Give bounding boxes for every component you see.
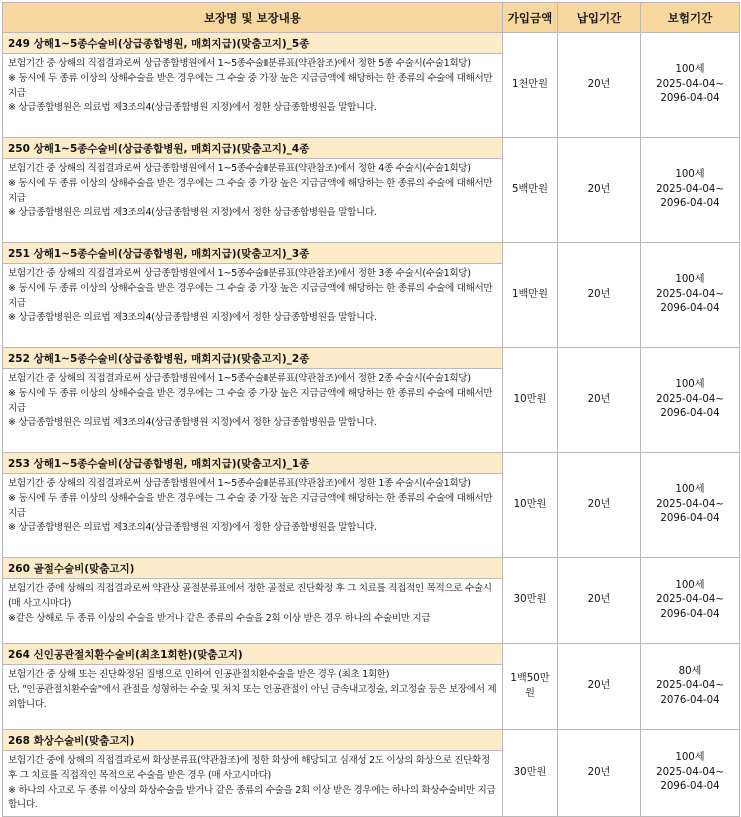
coverage-description [3, 751, 503, 817]
coverage-description [3, 665, 503, 730]
header-payment-period: 납입기간 [558, 3, 641, 33]
insurance-period-line: 2025-04-04~ [656, 393, 724, 405]
description-line: ※ 동시에 두 종류 이상의 상해수술을 받은 경우에는 그 수술 중 가장 높은 지급금액에 해당하는 한 종류의 수술에 대해서만 지급 [8, 177, 493, 204]
coverage-title: 251 상해1~5종수술비(상급종합병원, 매회지급)(맞춤고지)_3종 [3, 243, 503, 264]
description-line: ※같은 상해로 두 종류 이상의 수술을 받거나 같은 종류의 수술을 2회 이상 받은 경우 하나의 수술비만 지급 [8, 612, 431, 624]
insurance-period-line: 2096-04-04 [660, 93, 720, 105]
description-line: 보험기간 중 상해의 직접결과로써 상급종합병원에서 1~5종수술Ⅱ분류표(약관참조)에서 정한 2종 수술시(수술1회당) [8, 373, 471, 384]
coverage-insurance-period [641, 348, 740, 453]
coverage-insurance-period [641, 558, 740, 644]
insurance-period-line: 2025-04-04~ [656, 594, 724, 606]
insurance-period-line: 2025-04-04~ [656, 288, 724, 300]
coverage-insurance-period [641, 453, 740, 558]
coverage-payment-period: 20년 [558, 33, 641, 138]
description-line: ※ 하나의 사고로 두 종류 이상의 화상수술을 받거나 같은 종류의 수술을 2회 이상 받은 경우에는 하나의 화상수술비만 지급합니다. [8, 784, 496, 811]
coverage-payment-period: 20년 [558, 558, 641, 644]
table-header-row [3, 3, 740, 33]
coverage-title: 260 골절수술비(맞춤고지) [3, 558, 503, 579]
coverage-amount: 30만원 [503, 730, 558, 817]
description-line: ※ 동시에 두 종류 이상의 상해수술을 받은 경우에는 그 수술 중 가장 높은 지급금액에 해당하는 한 종류의 수술에 대해서만 지급 [8, 492, 493, 519]
coverage-description [3, 159, 503, 243]
coverage-title-row [3, 730, 740, 751]
coverage-table [2, 2, 740, 817]
coverage-title: 252 상해1~5종수술비(상급종합병원, 매회지급)(맞춤고지)_2종 [3, 348, 503, 369]
insurance-period-line: 2096-04-04 [660, 513, 720, 525]
coverage-title-row [3, 453, 740, 474]
coverage-title-row [3, 243, 740, 264]
insurance-period-line: 2025-04-04~ [656, 183, 724, 195]
insurance-period-line: 2096-04-04 [660, 608, 720, 620]
coverage-title: 268 화상수술비(맞춤고지) [3, 730, 503, 751]
description-line: 보험기간 중 상해의 직접결과로써 상급종합병원에서 1~5종수술Ⅱ분류표(약관참조)에서 정한 5종 수술시(수술1회당) [8, 58, 471, 69]
coverage-title: 253 상해1~5종수술비(상급종합병원, 매회지급)(맞춤고지)_1종 [3, 453, 503, 474]
insurance-period-line: 2096-04-04 [660, 303, 720, 315]
description-line: 보험기간 중에 상해의 직접결과로써 약관상 골절분류표에서 정한 골절로 진단확정 후 그 치료를 직접적인 목적으로 수술시(매 사고시마다) [8, 583, 492, 609]
coverage-title-row [3, 138, 740, 159]
coverage-description [3, 579, 503, 644]
insurance-period-line: 2025-04-04~ [656, 78, 724, 90]
description-line: ※ 상급종합병원은 의료법 제3조의4(상급종합병원 지정)에서 정한 상급종합병원을 말합니다. [8, 417, 377, 429]
description-line: ※ 상급종합병원은 의료법 제3조의4(상급종합병원 지정)에서 정한 상급종합병원을 말합니다. [8, 102, 377, 114]
coverage-amount: 1천만원 [503, 33, 558, 138]
coverage-insurance-period [641, 644, 740, 730]
insurance-period-line: 80세 [678, 665, 702, 677]
insurance-period-line: 2025-04-04~ [656, 498, 724, 510]
header-amount: 가입금액 [503, 3, 558, 33]
coverage-title-row [3, 33, 740, 54]
coverage-insurance-period [641, 243, 740, 348]
insurance-period-line: 2096-04-04 [660, 198, 720, 210]
description-line: ※ 상급종합병원은 의료법 제3조의4(상급종합병원 지정)에서 정한 상급종합병원을 말합니다. [8, 312, 377, 324]
coverage-insurance-period [641, 138, 740, 243]
coverage-title: 264 신인공관절치환수술비(최초1회한)(맞춤고지) [3, 644, 503, 665]
coverage-title-row [3, 558, 740, 579]
insurance-period-line: 2076-04-04 [660, 694, 720, 706]
insurance-period-line: 100세 [675, 379, 705, 391]
coverage-amount: 30만원 [503, 558, 558, 644]
description-line: 단, "인공관절치환수술"에서 관절을 성형하는 수술 및 처치 또는 인공관절이 아닌 금속내고정술, 외고정술 등은 보장에서 제외합니다. [8, 683, 497, 710]
description-line: 보험기간 중 상해의 직접결과로써 상급종합병원에서 1~5종수술Ⅱ분류표(약관참조)에서 정한 1종 수술시(수술1회당) [8, 478, 471, 489]
insurance-period-line: 2096-04-04 [660, 408, 720, 420]
coverage-amount: 5백만원 [503, 138, 558, 243]
coverage-description [3, 474, 503, 558]
coverage-payment-period: 20년 [558, 644, 641, 730]
insurance-period-line: 2096-04-04 [660, 781, 720, 793]
description-line: 보험기간 중 상해 또는 진단확정된 질병으로 인하여 인공관절치환수술을 받은 경우 (최초 1회한) [8, 669, 390, 680]
insurance-period-line: 100세 [675, 752, 705, 764]
coverage-description [3, 264, 503, 348]
insurance-period-line: 100세 [675, 169, 705, 181]
coverage-payment-period: 20년 [558, 348, 641, 453]
coverage-payment-period: 20년 [558, 243, 641, 348]
description-line: 보험기간 중에 상해의 직접결과로써 화상분류표(약관참조)에 정한 화상에 해당되고 심재성 2도 이상의 화상으로 진단확정 후 그 치료를 직접적인 목적으로 수술을 받은 경우 (매 사고시마다) [8, 755, 490, 781]
insurance-period-line: 100세 [675, 484, 705, 496]
coverage-title: 249 상해1~5종수술비(상급종합병원, 매회지급)(맞춤고지)_5종 [3, 33, 503, 54]
coverage-description [3, 54, 503, 138]
insurance-period-line: 100세 [675, 64, 705, 76]
coverage-title-row [3, 348, 740, 369]
coverage-payment-period: 20년 [558, 138, 641, 243]
coverage-title-row [3, 644, 740, 665]
description-line: ※ 동시에 두 종류 이상의 상해수술을 받은 경우에는 그 수술 중 가장 높은 지급금액에 해당하는 한 종류의 수술에 대해서만 지급 [8, 387, 493, 414]
insurance-period-line: 100세 [675, 579, 705, 591]
description-line: 보험기간 중 상해의 직접결과로써 상급종합병원에서 1~5종수술Ⅱ분류표(약관참조)에서 정한 3종 수술시(수술1회당) [8, 268, 471, 279]
header-coverage-name: 보장명 및 보장내용 [3, 3, 503, 33]
coverage-payment-period: 20년 [558, 453, 641, 558]
coverage-amount: 10만원 [503, 348, 558, 453]
insurance-period-line: 100세 [675, 274, 705, 286]
coverage-insurance-period [641, 33, 740, 138]
description-line: ※ 동시에 두 종류 이상의 상해수술을 받은 경우에는 그 수술 중 가장 높은 지급금액에 해당하는 한 종류의 수술에 대해서만 지급 [8, 72, 493, 99]
description-line: 보험기간 중 상해의 직접결과로써 상급종합병원에서 1~5종수술Ⅱ분류표(약관참조)에서 정한 4종 수술시(수술1회당) [8, 163, 471, 174]
description-line: ※ 상급종합병원은 의료법 제3조의4(상급종합병원 지정)에서 정한 상급종합병원을 말합니다. [8, 207, 377, 219]
header-insurance-period: 보험기간 [641, 3, 740, 33]
coverage-amount: 1백만원 [503, 243, 558, 348]
coverage-payment-period: 20년 [558, 730, 641, 817]
description-line: ※ 상급종합병원은 의료법 제3조의4(상급종합병원 지정)에서 정한 상급종합병원을 말합니다. [8, 522, 377, 534]
coverage-description [3, 369, 503, 453]
coverage-amount: 1백50만원 [503, 644, 558, 730]
description-line: ※ 동시에 두 종류 이상의 상해수술을 받은 경우에는 그 수술 중 가장 높은 지급금액에 해당하는 한 종류의 수술에 대해서만 지급 [8, 282, 493, 309]
insurance-period-line: 2025-04-04~ [656, 766, 724, 778]
coverage-title: 250 상해1~5종수술비(상급종합병원, 매회지급)(맞춤고지)_4종 [3, 138, 503, 159]
insurance-period-line: 2025-04-04~ [656, 680, 724, 692]
coverage-insurance-period [641, 730, 740, 817]
coverage-amount: 10만원 [503, 453, 558, 558]
